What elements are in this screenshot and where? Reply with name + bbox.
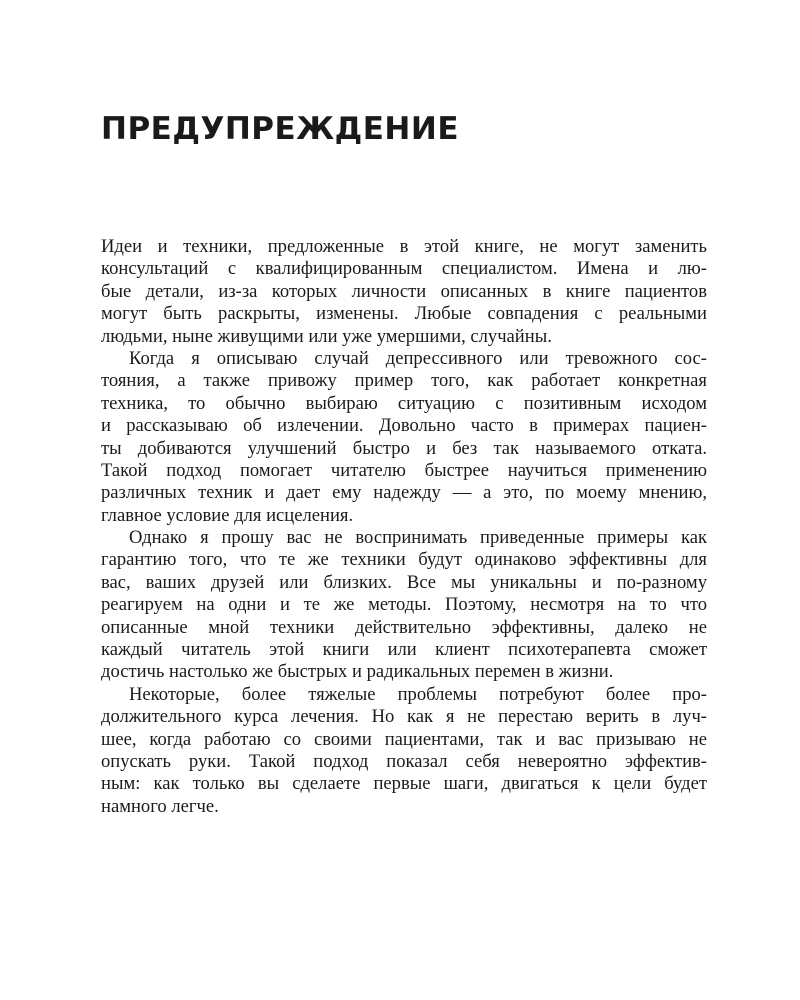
text-line: должительного курса лечения. Но как я не перестаю верить в луч- <box>101 706 707 728</box>
text-line: опускать руки. Такой подход показал себя невероятно эффектив- <box>101 750 707 772</box>
text-line: ты добиваются улучшений быстро и без так называемого отката. <box>101 437 707 459</box>
text-line: шее, когда работаю со своими пациентами, так и вас призываю не <box>101 728 707 750</box>
text-line: гарантию того, что те же техники будут одинаково эффективны для <box>101 549 707 571</box>
body-text <box>101 236 707 818</box>
text-line: намного легче. <box>101 795 219 817</box>
text-line: бые детали, из-за которых личности описанных в книге пациентов <box>101 280 707 302</box>
text-line: Некоторые, более тяжелые проблемы потребуют более про- <box>129 683 707 705</box>
text-line: Такой подход помогает читателю быстрее научиться применению <box>101 459 707 481</box>
paragraph-3 <box>101 527 707 684</box>
text-line: Идеи и техники, предложенные в этой книге, не могут заменить <box>101 236 707 257</box>
text-line: описанные мной техники действительно эффективны, далеко не <box>101 616 707 638</box>
paragraph-2 <box>101 348 707 527</box>
paragraph-4 <box>101 684 707 818</box>
paragraph-1 <box>101 236 707 348</box>
text-line: различных техник и дает ему надежду — а это, по моему мнению, <box>101 482 707 504</box>
text-line: техника, то обычно выбираю ситуацию с позитивным исходом <box>101 392 707 414</box>
text-line: реагируем на одни и те же методы. Поэтому, несмотря на то что <box>101 594 707 616</box>
text-line: ным: как только вы сделаете первые шаги, двигаться к цели будет <box>101 773 707 795</box>
text-line: тояния, а также привожу пример того, как работает конкретная <box>101 370 707 392</box>
text-line: Когда я описываю случай депрессивного или тревожного сос- <box>129 347 707 369</box>
text-line: вас, ваших друзей или близких. Все мы уникальны и по-разному <box>101 571 707 593</box>
page-title: ПРЕДУПРЕЖДЕНИЕ <box>101 111 459 147</box>
text-line: достичь настолько же быстрых и радикальных перемен в жизни. <box>101 661 614 683</box>
text-line: и рассказываю об излечении. Довольно часто в примерах пациен- <box>101 415 707 437</box>
text-line: каждый читатель этой книги или клиент психотерапевта сможет <box>101 639 707 661</box>
text-line: главное условие для исцеления. <box>101 504 354 526</box>
text-line: консультаций с квалифицированным специалистом. Имена и лю- <box>101 258 707 280</box>
text-line: Однако я прошу вас не воспринимать приведенные примеры как <box>129 527 707 549</box>
text-line: людьми, ныне живущими или уже умершими, случайны. <box>101 325 552 347</box>
text-line: могут быть раскрыты, изменены. Любые совпадения с реальными <box>101 303 707 325</box>
